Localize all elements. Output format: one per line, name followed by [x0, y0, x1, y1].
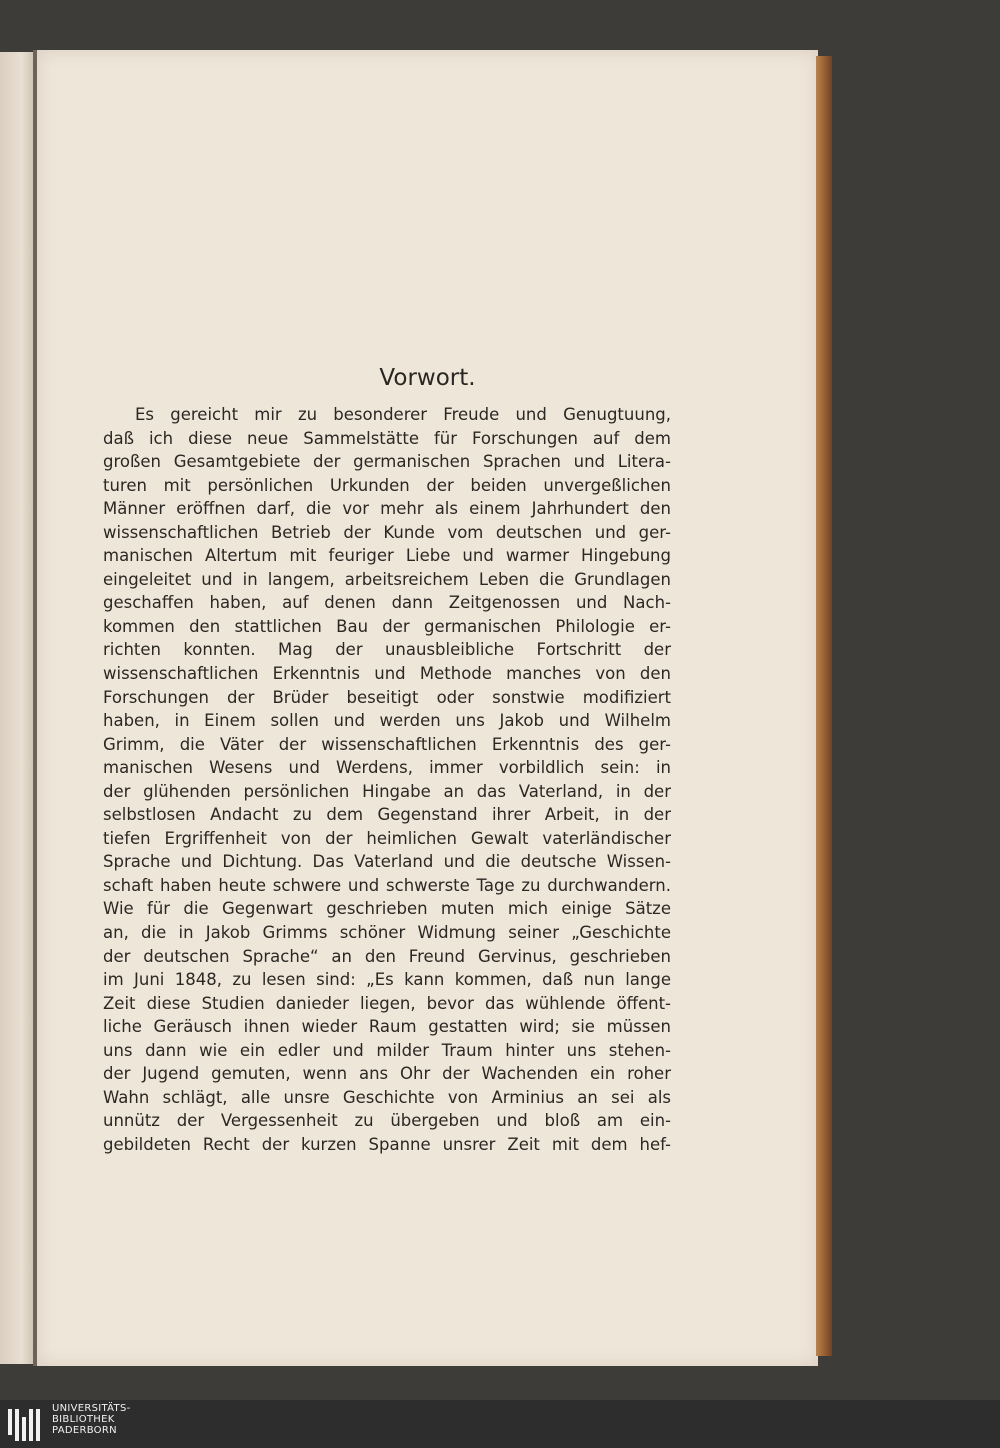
text-line: wissenschaftlichen Betrieb der Kunde vom deutschen und ger-	[103, 522, 671, 542]
text-line: an, die in Jakob Grimms schöner Widmung seiner „Geschichte	[103, 923, 671, 943]
text-line: haben, in Einem sollen und werden uns Jakob und Wilhelm	[103, 711, 671, 731]
text-line: wissenschaftlichen Erkenntnis und Methode manches von den	[103, 664, 671, 684]
text-line: Zeit diese Studien danieder liegen, bevor das wühlende öffent-	[103, 993, 671, 1013]
text-line: Grimm, die Väter der wissenschaftlichen Erkenntnis des ger-	[103, 734, 671, 754]
left-page-edge	[0, 52, 36, 1364]
text-line: großen Gesamtgebiete der germanischen Sprachen und Litera-	[103, 452, 671, 472]
library-name-line1: UNIVERSITÄTS-	[52, 1403, 131, 1414]
text-line: richten konnten. Mag der unausbleibliche Fortschritt der	[103, 640, 671, 660]
page-edge	[816, 56, 832, 1356]
text-line: gebildeten Recht der kurzen Spanne unsrer Zeit mit dem hef-	[103, 1134, 671, 1154]
text-line: uns dann wie ein edler und milder Traum hinter uns stehen-	[103, 1040, 671, 1060]
text-line: geschaffen haben, auf denen dann Zeitgenossen und Nach-	[103, 593, 671, 613]
text-line: schaft haben heute schwere und schwerste Tage zu durchwandern.	[103, 875, 671, 895]
text-line: tiefen Ergriffenheit von der heimlichen Gewalt vaterländischer	[103, 828, 671, 848]
body-text	[103, 403, 671, 1157]
text-line: im Juni 1848, zu lesen sind: „Es kann kommen, daß nun lange	[103, 970, 671, 990]
text-line: Wie für die Gegenwart geschrieben muten mich einige Sätze	[103, 899, 671, 919]
text-line: turen mit persönlichen Urkunden der beiden unvergeßlichen	[103, 475, 671, 495]
text-line: Wahn schlägt, alle unsre Geschichte von Arminius an sei als	[103, 1087, 671, 1107]
text-line: Forschungen der Brüder beseitigt oder sonstwie modifiziert	[103, 687, 671, 707]
page-heading: Vorwort.	[379, 365, 476, 391]
text-line: eingeleitet und in langem, arbeitsreichem Leben die Grundlagen	[103, 569, 671, 589]
text-line: Sprache und Dichtung. Das Vaterland und die deutsche Wissen-	[103, 852, 671, 872]
library-name-line2: BIBLIOTHEK	[52, 1414, 115, 1425]
text-line: Männer eröffnen darf, die vor mehr als einem Jahrhundert den	[103, 499, 671, 519]
footer-bar	[0, 1400, 1000, 1448]
text-line: Es gereicht mir zu besonderer Freude und Genugtuung,	[135, 405, 671, 424]
text-line: manischen Altertum mit feuriger Liebe und warmer Hingebung	[103, 546, 671, 566]
text-line: der deutschen Sprache“ an den Freund Gervinus, geschrieben	[103, 946, 671, 966]
text-line: manischen Wesens und Werdens, immer vorbildlich sein: in	[103, 758, 671, 778]
text-line: der Jugend gemuten, wenn ans Ohr der Wachenden ein roher	[103, 1064, 671, 1084]
text-line: selbstlosen Andacht zu dem Gegenstand ihrer Arbeit, in der	[103, 805, 671, 825]
text-line: kommen den stattlichen Bau der germanischen Philologie er-	[103, 616, 671, 636]
text-line: liche Geräusch ihnen wieder Raum gestatten wird; sie müssen	[103, 1017, 671, 1037]
text-line: der glühenden persönlichen Hingabe an das Vaterland, in der	[103, 781, 671, 801]
library-name	[52, 1403, 131, 1436]
library-logo-icon	[6, 1405, 46, 1445]
text-line: daß ich diese neue Sammelstätte für Forschungen auf dem	[103, 428, 671, 448]
library-name-line3: PADERBORN	[52, 1425, 117, 1436]
text-line: unnütz der Vergessenheit zu übergeben und bloß am ein-	[103, 1111, 671, 1131]
